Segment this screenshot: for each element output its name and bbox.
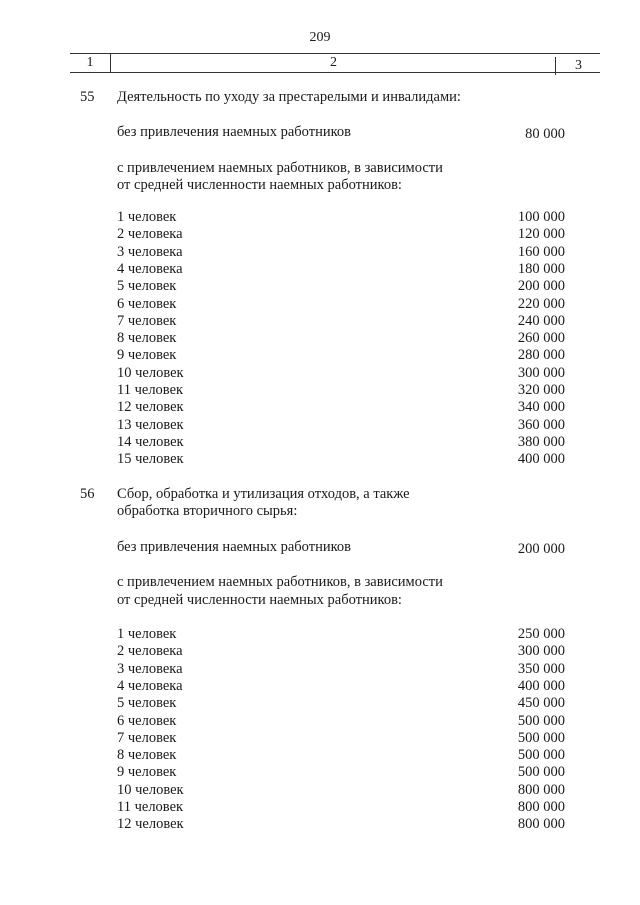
row-label: 4 человека [117,677,183,694]
table-row [117,365,565,382]
row-value: 300 000 [517,643,565,660]
table-row [117,313,565,330]
row-value: 250 000 [517,626,565,642]
table-row [117,782,565,799]
row-label: 9 человек [117,764,177,781]
row-value: 450 000 [517,695,565,712]
table-row [117,261,565,278]
row-value: 320 000 [517,382,565,398]
row-value: 500 000 [517,764,565,781]
table-header [70,53,600,73]
row-value: 400 000 [517,677,565,694]
row-value: 240 000 [517,312,565,329]
row-value: 380 000 [517,433,565,450]
row-value: 260 000 [517,330,565,347]
table-row [117,399,565,416]
row-value: 500 000 [517,747,565,764]
table-row [117,747,565,764]
row-label: 12 человек [117,399,184,416]
row-value: 160 000 [517,243,565,260]
section-56-title-line-1: Сбор, обработка и утилизация отходов, а также [117,486,410,502]
header-col-2: 2 [110,54,556,72]
row-label: 8 человек [117,330,177,347]
row-label: 3 человека [117,243,183,260]
row-label: 1 человек [117,209,177,225]
row-value: 180 000 [517,260,565,277]
row-value: 400 000 [517,451,565,468]
row-label: 6 человек [117,712,177,729]
section-55-title: Деятельность по уходу за престарелыми и инвалидами: [117,89,461,105]
table-row [117,695,565,712]
table-row [117,451,565,468]
row-value: 350 000 [517,660,565,677]
row-value: 500 000 [517,729,565,746]
table-row [117,661,565,678]
row-label: 11 человек [117,382,184,398]
row-label: 6 человек [117,295,177,312]
section-55-without-employees-value: 80 000 [525,126,565,142]
table-row [117,643,565,660]
row-label: 2 человека [117,643,183,660]
table-row [117,799,565,816]
row-label: 2 человека [117,226,183,243]
section-56-with-employees-line-1: с привлечением наемных работников, в зависимости [117,574,443,590]
section-55-without-employees-label: без привлечения наемных работников [117,124,351,140]
table-row [117,330,565,347]
row-value: 100 000 [517,209,565,225]
row-value: 800 000 [517,799,565,815]
table-row [117,382,565,399]
row-label: 5 человек [117,695,177,712]
row-label: 9 человек [117,347,177,364]
row-label: 12 человек [117,816,184,833]
row-value: 120 000 [517,226,565,243]
section-55-with-employees-line-1: с привлечением наемных работников, в зависимости [117,160,443,176]
header-col-3: 3 [555,57,601,75]
table-row [117,296,565,313]
row-value: 360 000 [517,416,565,433]
table-row [117,347,565,364]
row-label: 11 человек [117,799,184,815]
row-label: 7 человек [117,729,177,746]
row-value: 280 000 [517,347,565,364]
page-number: 209 [309,30,331,45]
row-value: 340 000 [517,399,565,416]
row-value: 800 000 [517,781,565,798]
item-number-55: 55 [80,89,95,105]
row-label: 10 человек [117,364,184,381]
table-row [117,764,565,781]
section-56-title-line-2: обработка вторичного сырья: [117,503,298,519]
section-56-without-employees-label: без привлечения наемных работников [117,539,351,555]
table-row [117,730,565,747]
row-label: 7 человек [117,312,177,329]
row-label: 8 человек [117,747,177,764]
section-56-without-employees-value: 200 000 [517,541,565,557]
table-row [117,434,565,451]
row-value: 200 000 [517,278,565,295]
row-value: 800 000 [517,816,565,833]
row-label: 13 человек [117,416,184,433]
table-row [117,678,565,695]
row-label: 5 человек [117,278,177,295]
section-56-with-employees-line-2: от средней численности наемных работников: [117,592,402,608]
item-number-56: 56 [80,486,95,502]
row-label: 3 человека [117,660,183,677]
table-row [117,417,565,434]
table-row [117,626,565,643]
table-row [117,278,565,295]
row-value: 300 000 [517,364,565,381]
row-label: 14 человек [117,433,184,450]
row-value: 500 000 [517,712,565,729]
table-row [117,209,565,226]
row-value: 220 000 [517,295,565,312]
table-row [117,226,565,243]
row-label: 4 человека [117,260,183,277]
section-55-with-employees-line-2: от средней численности наемных работников: [117,177,402,193]
table-row [117,244,565,261]
header-col-1: 1 [86,55,94,70]
row-label: 1 человек [117,626,177,642]
row-label: 15 человек [117,451,184,468]
row-label: 10 человек [117,781,184,798]
table-row [117,816,565,833]
table-row [117,713,565,730]
